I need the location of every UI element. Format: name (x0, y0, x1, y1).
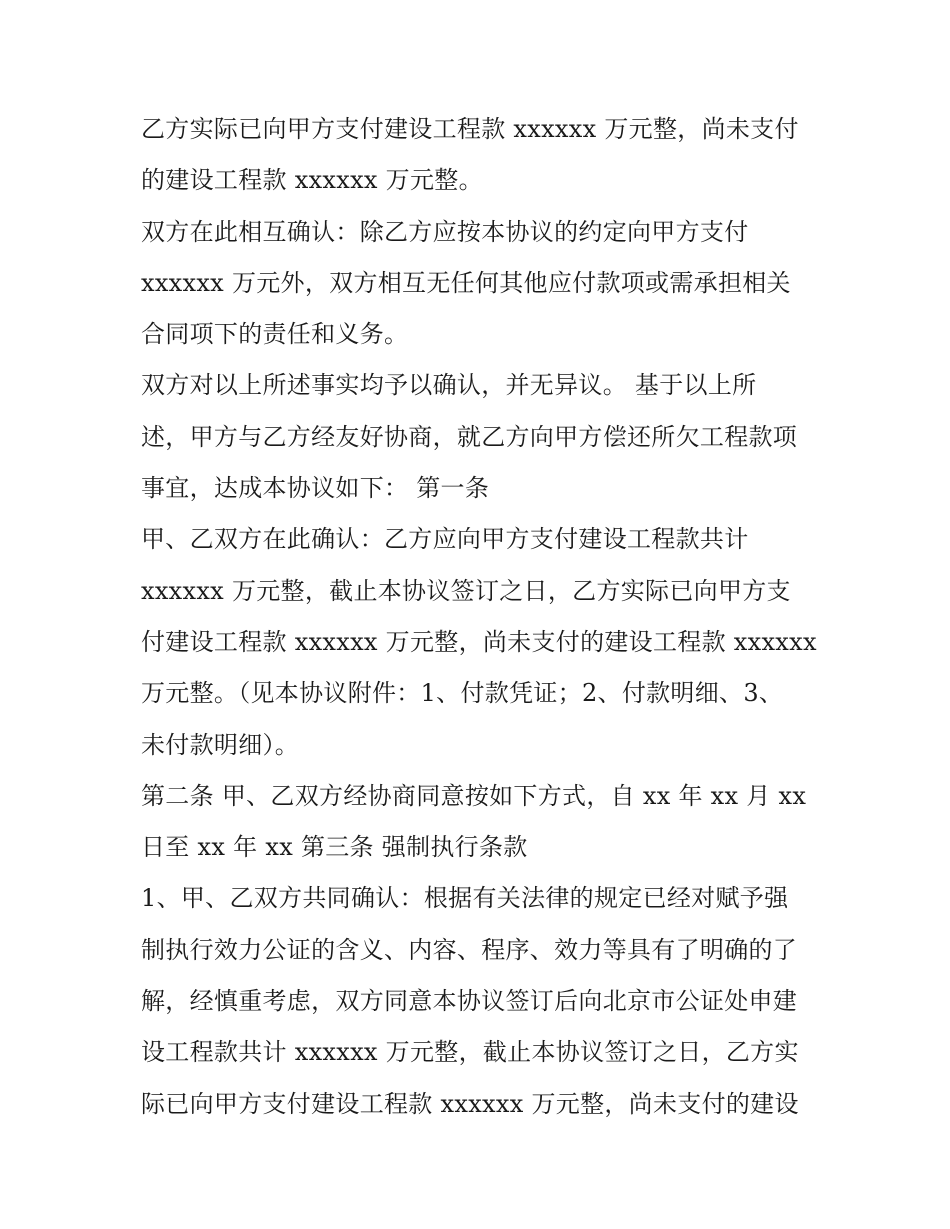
text-line: 解，经慎重考虑，双方同意本协议签订后向北京市公证处申建 (141, 987, 798, 1016)
text-line: 述，甲方与乙方经友好协商，就乙方向甲方偿还所欠工程款项 (141, 422, 798, 451)
text-line: 甲、乙双方在此确认：乙方应向甲方支付建设工程款共计 (141, 525, 749, 554)
text-line: 乙方实际已向甲方支付建设工程款 xxxxxx 万元整，尚未支付 (141, 115, 799, 143)
text-line: xxxxxx 万元整，截止本协议签订之日，乙方实际已向甲方支 (141, 576, 791, 605)
text-line: 的建设工程款 xxxxxx 万元整。 (141, 166, 483, 195)
text-line: 双方在此相互确认：除乙方应按本协议的约定向甲方支付 (141, 217, 749, 246)
text-line: 日至 xx 年 xx 第三条 强制执行条款 (141, 833, 528, 862)
text-line: 事宜，达成本协议如下： 第一条 (141, 474, 490, 503)
text-line: 万元整。（见本协议附件：1、付款凭证；2、付款明细、3、 (141, 679, 784, 708)
document-body (141, 104, 821, 1130)
text-line: 付建设工程款 xxxxxx 万元整，尚未支付的建设工程款 xxxxxx (141, 627, 817, 656)
text-line: 设工程款共计 xxxxxx 万元整，截止本协议签订之日，乙方实 (141, 1038, 799, 1067)
text-line: xxxxxx 万元外，双方相互无任何其他应付款项或需承担相关 (141, 268, 791, 297)
text-line: 际已向甲方支付建设工程款 xxxxxx 万元整，尚未支付的建设 (141, 1089, 799, 1118)
text-line: 未付款明细）。 (141, 730, 300, 759)
text-line: 双方对以上所述事实均予以确认，并无异议。 基于以上所 (141, 371, 757, 400)
text-line: 制执行效力公证的含义、内容、程序、效力等具有了明确的了 (141, 935, 798, 964)
text-line: 第二条 甲、乙双方经协商同意按如下方式，自 xx 年 xx 月 xx (141, 781, 807, 810)
text-line: 合同项下的责任和义务。 (141, 320, 409, 349)
text-line: 1、甲、乙双方共同确认：根据有关法律的规定已经对赋予强 (141, 884, 789, 913)
